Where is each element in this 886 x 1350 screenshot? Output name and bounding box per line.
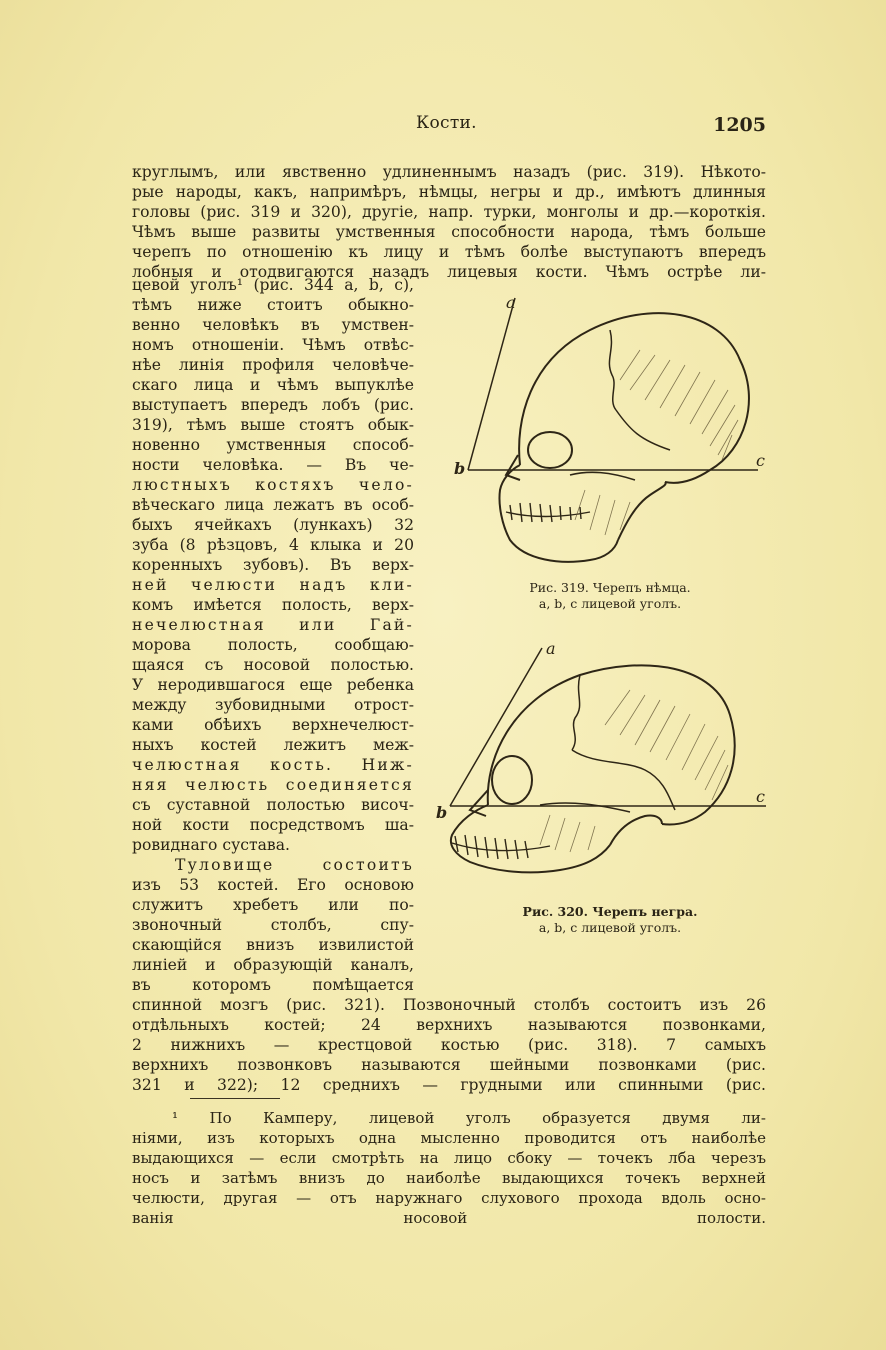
column-line: челюстная кость. Ниж-	[132, 756, 414, 774]
column-line: служитъ хребетъ или по-	[132, 896, 414, 914]
column-line: цевой уголъ¹ (рис. 344 a, b, c),	[132, 276, 414, 294]
column-line: съ суставной полостью височ-	[132, 796, 414, 814]
body-line: отдѣльныхъ костей; 24 верхнихъ называются позвонками,	[132, 1016, 766, 1034]
body-line: верхнихъ позвонковъ называются шейными позвонками (рис.	[132, 1056, 766, 1074]
body-line: 2 нижнихъ — крестцовой костью (рис. 318). 7 самыхъ	[132, 1036, 766, 1054]
skull-figure-319	[440, 290, 780, 580]
column-line: венно человѣкъ въ умствен-	[132, 316, 414, 334]
column-line: скающійся внизъ извилистой	[132, 936, 414, 954]
footnote-line: выдающихся — если смотрѣть на лицо сбоку — точекъ лба черезъ	[132, 1149, 766, 1167]
figure-320-caption-line1: Рис. 320. Черепъ негра.	[522, 904, 698, 919]
column-line: комъ имѣется полость, верх-	[132, 596, 414, 614]
running-header-title: Кости.	[416, 113, 477, 133]
label-a: a	[546, 640, 556, 658]
label-a: a	[506, 293, 516, 312]
body-line: Чѣмъ выше развиты умственныя способности народа, тѣмъ больше	[132, 223, 766, 241]
body-line: головы (рис. 319 и 320), другіе, напр. турки, монголы и др.—короткія.	[132, 203, 766, 221]
label-c: c	[756, 787, 765, 806]
column-line: выступаетъ впередъ лобъ (рис.	[132, 396, 414, 414]
column-line: ровиднаго сустава.	[132, 836, 290, 854]
column-line: щаяся съ носовой полостью.	[132, 656, 414, 674]
footnote-line: ¹ По Камперу, лицевой уголъ образуется двумя ли-	[172, 1109, 766, 1127]
column-line: морова полость, сообщаю-	[132, 636, 414, 654]
figure-319-caption	[480, 580, 740, 612]
label-c: c	[756, 451, 765, 470]
label-b: b	[436, 803, 448, 822]
body-line: лобныя и отодвигаются назадъ лицевыя кости. Чѣмъ острѣе ли-	[132, 263, 766, 281]
column-line: быхъ ячейкахъ (лункахъ) 32	[132, 516, 414, 534]
column-line: тѣмъ ниже стоитъ обыкно-	[132, 296, 414, 314]
body-line: черепъ по отношенію къ лицу и тѣмъ болѣе выступаютъ впередъ	[132, 243, 766, 261]
column-line: няя челюсть соединяется	[132, 776, 414, 794]
column-line: нечелюстная или Гай-	[132, 616, 414, 634]
column-line: линіей и образующій каналъ,	[132, 956, 414, 974]
column-line: 319), тѣмъ выше стоятъ обык-	[132, 416, 414, 434]
skull-figure-320	[430, 640, 780, 900]
footnote-line: челюсти, другая — отъ наружнаго слухового прохода вдоль осно-	[132, 1189, 766, 1207]
column-line: въ которомъ помѣщается	[132, 976, 414, 994]
column-line: Туловище состоитъ	[175, 856, 414, 874]
footnote-line: носъ и затѣмъ внизъ до наиболѣе выдающихся точекъ верхней	[132, 1169, 766, 1187]
column-line: вѣческаго лица лежатъ въ особ-	[132, 496, 414, 514]
column-line: звоночный столбъ, спу-	[132, 916, 414, 934]
column-line: ности человѣка. — Въ че-	[132, 456, 414, 474]
column-line: зуба (8 рѣзцовъ, 4 клыка и 20	[132, 536, 414, 554]
column-line: номъ отношеніи. Чѣмъ отвѣс-	[132, 336, 414, 354]
body-line: круглымъ, или явственно удлиненнымъ назадъ (рис. 319). Нѣкото-	[132, 163, 766, 181]
column-line: люстныхъ костяхъ чело-	[132, 476, 414, 494]
body-line: рые народы, какъ, напримѣръ, нѣмцы, негры и др., имѣютъ длинныя	[132, 183, 766, 201]
body-line: 321 и 322); 12 среднихъ — грудными или спинными (рис.	[132, 1076, 766, 1094]
figure-320-caption	[480, 904, 740, 936]
body-line: спинной мозгъ (рис. 321). Позвоночный столбъ состоитъ изъ 26	[132, 996, 766, 1014]
footnote-line: ніями, изъ которыхъ одна мысленно проводится отъ наиболѣе	[132, 1129, 766, 1147]
column-line: скаго лица и чѣмъ выпуклѣе	[132, 376, 414, 394]
column-line: ныхъ костей лежитъ меж-	[132, 736, 414, 754]
column-line: ками обѣихъ верхнечелюст-	[132, 716, 414, 734]
column-line: между зубовидными отрост-	[132, 696, 414, 714]
column-line: новенно умственныя способ-	[132, 436, 414, 454]
column-line: коренныхъ зубовъ). Въ верх-	[132, 556, 414, 574]
footnote-line: ванія носовой полости.	[132, 1209, 766, 1227]
column-line: ней челюсти надъ кли-	[132, 576, 414, 594]
page-number: 1205	[713, 114, 766, 136]
column-line: ной кости посредствомъ ша-	[132, 816, 414, 834]
figure-320-caption-line2: a, b, c лицевой уголъ.	[538, 920, 682, 935]
figure-319-caption-line1: Рис. 319. Черепъ нѣмца.	[529, 580, 691, 595]
column-line: нѣе линія профиля человѣче-	[132, 356, 414, 374]
figure-319-caption-line2: a, b, c лицевой уголъ.	[538, 596, 682, 611]
column-line: У неродившагося еще ребенка	[132, 676, 414, 694]
label-b: b	[454, 459, 466, 478]
footnote-rule	[190, 1098, 280, 1099]
column-line: изъ 53 костей. Его основою	[132, 876, 414, 894]
